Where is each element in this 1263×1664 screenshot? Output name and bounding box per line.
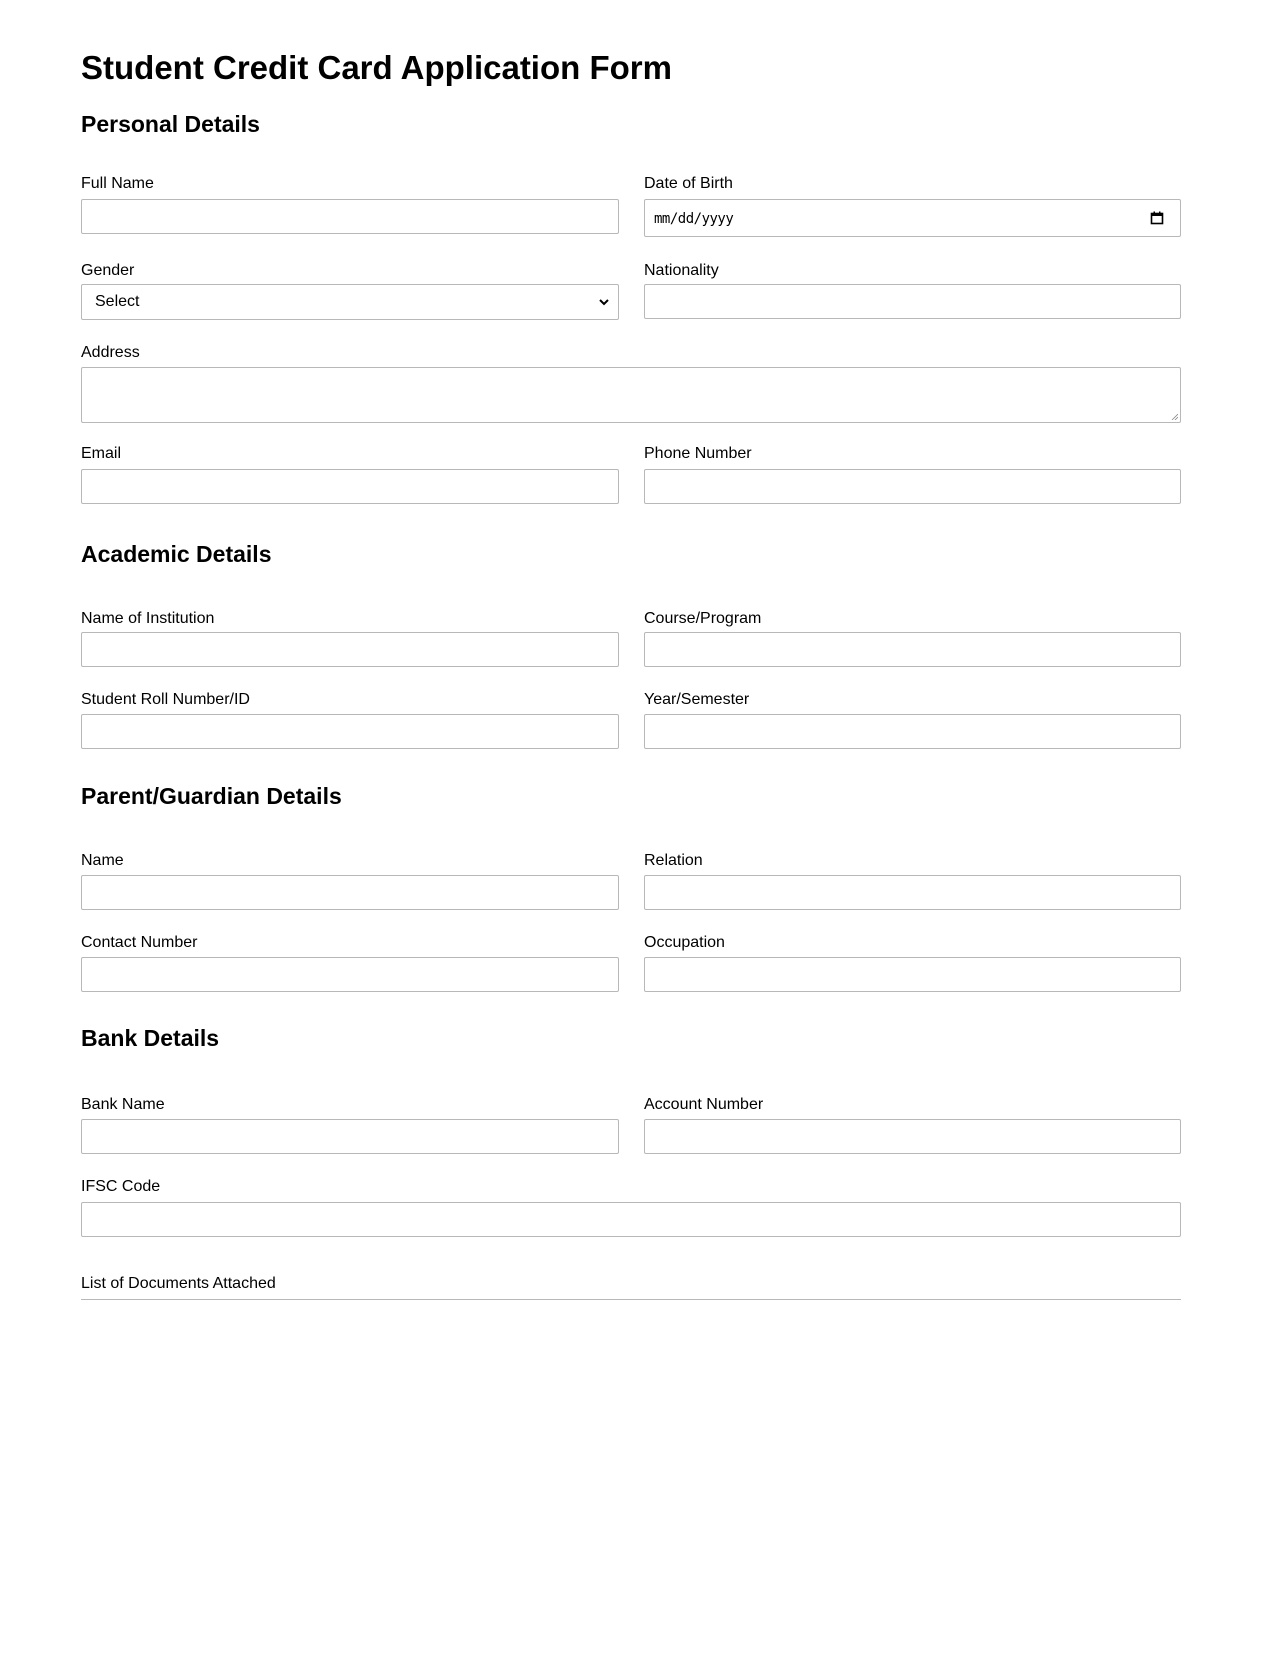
dob-input[interactable] — [644, 199, 1181, 237]
page-title: Student Credit Card Application Form — [81, 49, 672, 86]
year-input[interactable] — [644, 714, 1181, 749]
section-heading-bank: Bank Details — [81, 1025, 220, 1051]
year-label: Year/Semester — [644, 691, 750, 708]
relation-input[interactable] — [644, 875, 1181, 910]
dob-label: Date of Birth — [644, 175, 733, 192]
nationality-label: Nationality — [644, 262, 719, 279]
gender-selected-value: Select — [95, 293, 140, 310]
phone-label: Phone Number — [644, 445, 752, 462]
section-heading-personal: Personal Details — [81, 111, 260, 137]
dob-placeholder: mm/dd/yyyy — [654, 211, 734, 227]
account-label: Account Number — [644, 1096, 764, 1113]
section-heading-academic: Academic Details — [81, 541, 272, 567]
roll-label: Student Roll Number/ID — [81, 691, 250, 708]
bank-name-input[interactable] — [81, 1119, 619, 1154]
documents-label: List of Documents Attached — [81, 1275, 276, 1292]
resize-handle-icon[interactable] — [1171, 413, 1178, 420]
address-label: Address — [81, 344, 140, 361]
occupation-input[interactable] — [644, 957, 1181, 992]
guardian-name-input[interactable] — [81, 875, 619, 910]
gender-label: Gender — [81, 262, 135, 279]
relation-label: Relation — [644, 852, 703, 869]
course-input[interactable] — [644, 632, 1181, 667]
email-label: Email — [81, 445, 122, 462]
account-input[interactable] — [644, 1119, 1181, 1154]
documents-divider — [81, 1299, 1181, 1300]
address-textarea[interactable] — [81, 367, 1181, 423]
bank-name-label: Bank Name — [81, 1096, 165, 1113]
chevron-down-icon — [598, 296, 610, 308]
roll-input[interactable] — [81, 714, 619, 749]
phone-input[interactable] — [644, 469, 1181, 504]
contact-label: Contact Number — [81, 934, 198, 951]
guardian-name-label: Name — [81, 852, 124, 869]
contact-input[interactable] — [81, 957, 619, 992]
full-name-input[interactable] — [81, 199, 619, 234]
section-heading-guardian: Parent/Guardian Details — [81, 783, 342, 809]
full-name-label: Full Name — [81, 175, 154, 192]
calendar-icon[interactable] — [1150, 211, 1164, 225]
ifsc-input[interactable] — [81, 1202, 1181, 1237]
occupation-label: Occupation — [644, 934, 725, 951]
institution-label: Name of Institution — [81, 610, 215, 627]
ifsc-label: IFSC Code — [81, 1178, 161, 1195]
email-input[interactable] — [81, 469, 619, 504]
gender-select[interactable] — [81, 284, 619, 320]
nationality-input[interactable] — [644, 284, 1181, 319]
institution-input[interactable] — [81, 632, 619, 667]
course-label: Course/Program — [644, 610, 762, 627]
